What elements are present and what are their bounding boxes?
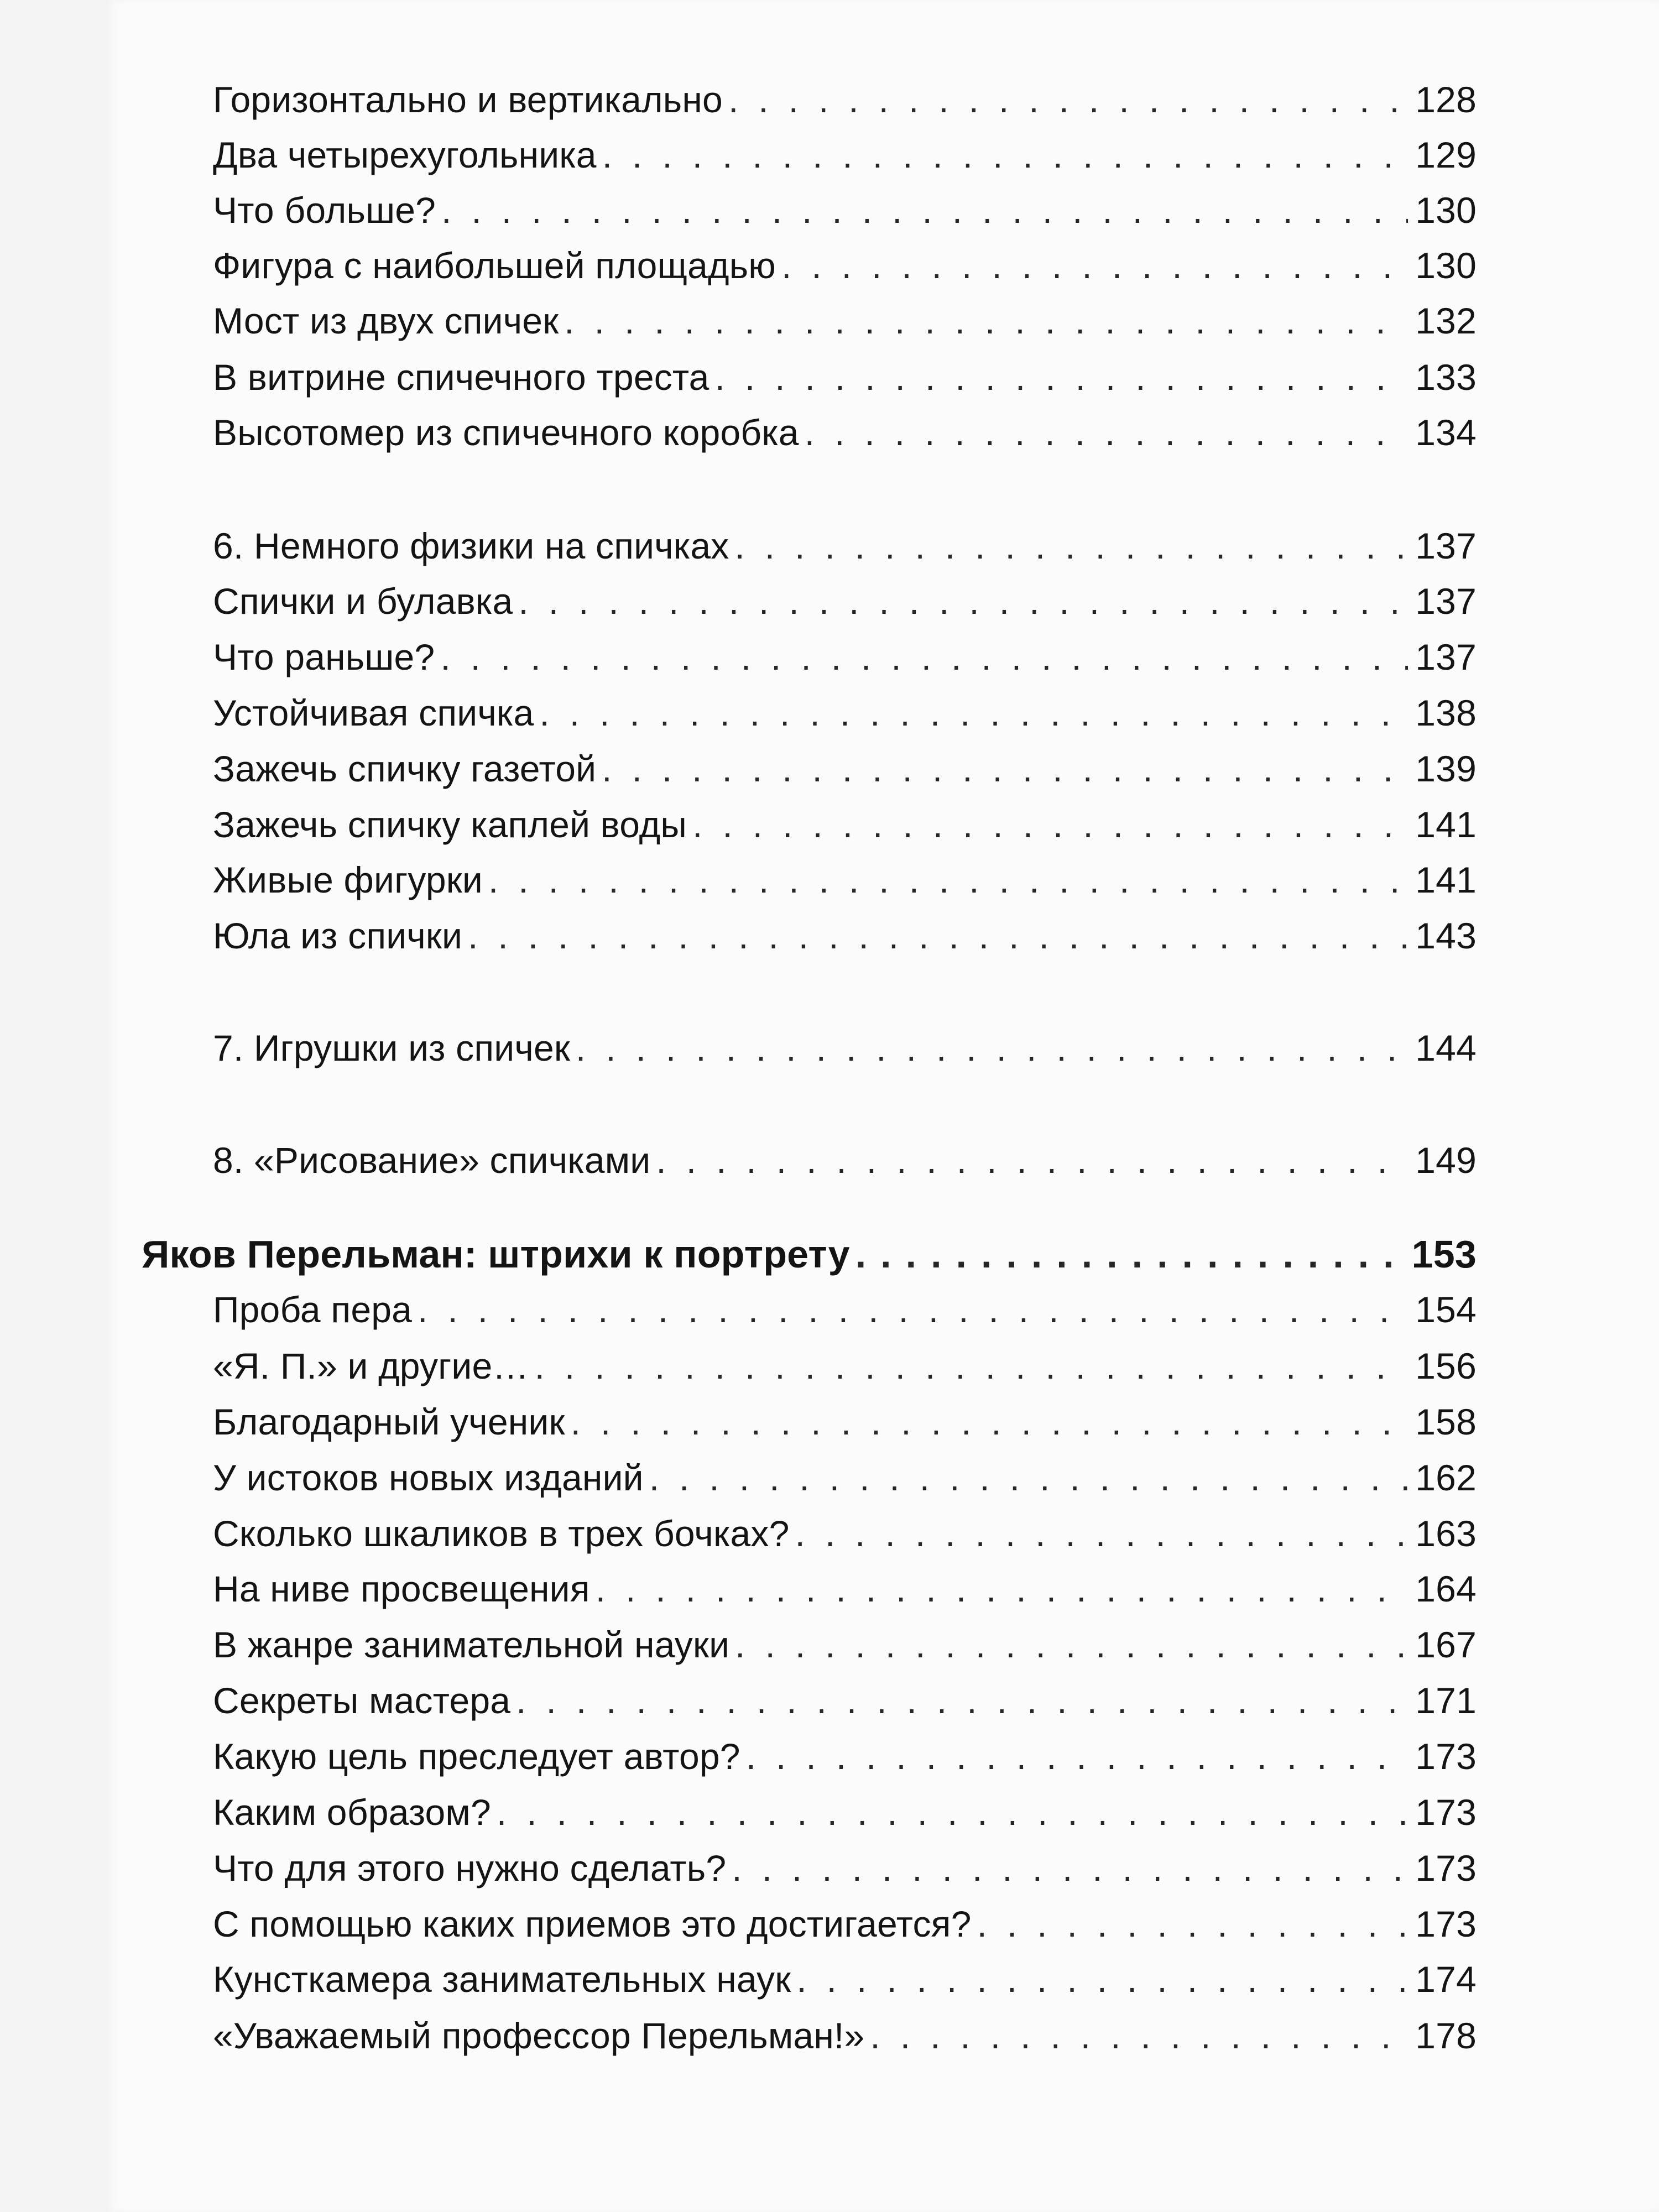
toc-entry-title: 6. Немного физики на спичках bbox=[213, 525, 729, 566]
toc-leader-dots bbox=[781, 238, 1408, 293]
toc-entry bbox=[213, 1282, 1477, 1337]
toc-entry-title: С помощью каких приемов это достигается? bbox=[213, 1903, 972, 1944]
toc-entry-page: 141 bbox=[1415, 859, 1477, 900]
toc-entry bbox=[213, 72, 1477, 127]
toc-leader-dots bbox=[497, 1785, 1408, 1840]
toc-entry-title: Каким образом? bbox=[213, 1792, 491, 1833]
toc-entry bbox=[213, 1896, 1477, 1952]
toc-entry bbox=[213, 1394, 1477, 1449]
toc-leader-dots bbox=[734, 518, 1408, 573]
toc-entry bbox=[213, 629, 1477, 685]
toc-leader-dots bbox=[596, 1561, 1408, 1616]
toc-entry-title: Фигура с наибольшей площадью bbox=[213, 245, 776, 286]
toc-entry-title: Юла из спички bbox=[213, 915, 463, 956]
toc-entry-page: 139 bbox=[1415, 748, 1477, 789]
toc-entry-title: Что раньше? bbox=[213, 637, 435, 677]
toc-entry-page: 130 bbox=[1415, 190, 1477, 231]
toc-leader-dots bbox=[805, 405, 1408, 460]
toc-entry bbox=[213, 1729, 1477, 1784]
toc-entry-page: 137 bbox=[1415, 637, 1477, 677]
toc-leader-dots bbox=[855, 1227, 1408, 1282]
toc-leader-dots bbox=[656, 1133, 1408, 1188]
toc-entry-page: 153 bbox=[1411, 1233, 1477, 1276]
toc-leader-dots bbox=[441, 182, 1408, 238]
toc-entry bbox=[213, 1617, 1477, 1672]
toc-leader-dots bbox=[564, 293, 1408, 348]
toc-leader-dots bbox=[602, 741, 1408, 796]
toc-leader-dots bbox=[602, 127, 1408, 182]
toc-entry-title: Проба пера bbox=[213, 1289, 413, 1330]
toc-entry-title: Спички и булавка bbox=[213, 581, 513, 622]
toc-leader-dots bbox=[746, 1729, 1408, 1784]
toc-leader-dots bbox=[735, 1617, 1408, 1672]
toc-entry-page: 174 bbox=[1415, 1959, 1477, 2000]
toc-entry bbox=[213, 1673, 1477, 1728]
toc-leader-dots bbox=[539, 685, 1408, 740]
toc-entry-page: 137 bbox=[1415, 581, 1477, 622]
toc-entry-page: 138 bbox=[1415, 692, 1477, 733]
toc-leader-dots bbox=[518, 573, 1408, 629]
toc-entry-title: Зажечь спичку газетой bbox=[213, 748, 597, 789]
toc-leader-dots bbox=[576, 1020, 1408, 1076]
toc-leader-dots bbox=[732, 1840, 1408, 1896]
toc-entry-title: «Уважаемый профессор Перельман!» bbox=[213, 2015, 865, 2056]
toc-entry-title: Горизонтально и вертикально bbox=[213, 79, 723, 120]
toc-entry-title: Мост из двух спичек bbox=[213, 300, 559, 341]
toc-entry-title: В витрине спичечного треста bbox=[213, 357, 709, 398]
toc-chapter-entry bbox=[213, 1133, 1477, 1188]
toc-entry-page: 178 bbox=[1415, 2015, 1477, 2056]
toc-entry-page: 129 bbox=[1415, 134, 1477, 175]
toc-entry-title: «Я. П.» и другие… bbox=[213, 1345, 529, 1386]
toc-leader-dots bbox=[649, 1450, 1408, 1505]
toc-leader-dots bbox=[795, 1506, 1408, 1561]
toc-leader-dots bbox=[535, 1338, 1408, 1394]
toc-entry-page: 158 bbox=[1415, 1401, 1477, 1442]
toc-entry bbox=[213, 2008, 1477, 2063]
toc-entry bbox=[213, 1338, 1477, 1394]
toc-leader-dots bbox=[715, 349, 1408, 405]
toc-leader-dots bbox=[796, 1952, 1408, 2007]
toc-entry bbox=[213, 741, 1477, 796]
toc-entry-page: 173 bbox=[1415, 1792, 1477, 1833]
toc-entry-title: У истоков новых изданий bbox=[213, 1457, 644, 1498]
toc-entry-page: 164 bbox=[1415, 1568, 1477, 1609]
toc-entry bbox=[213, 797, 1477, 852]
toc-entry bbox=[213, 1561, 1477, 1616]
toc-leader-dots bbox=[516, 1673, 1408, 1728]
toc-entry-title: Сколько шкаликов в трех бочках? bbox=[213, 1513, 790, 1554]
toc-entry bbox=[213, 293, 1477, 348]
toc-entry-page: 154 bbox=[1415, 1289, 1477, 1330]
toc-entry bbox=[213, 852, 1477, 907]
toc-entry-page: 173 bbox=[1415, 1848, 1477, 1888]
toc-entry bbox=[213, 127, 1477, 182]
toc-entry bbox=[213, 1506, 1477, 1561]
toc-entry-page: 132 bbox=[1415, 300, 1477, 341]
toc-entry bbox=[213, 908, 1477, 963]
toc-entry-page: 171 bbox=[1415, 1680, 1477, 1721]
toc-entry bbox=[213, 573, 1477, 629]
toc-leader-dots bbox=[728, 72, 1408, 127]
toc-section-title: Яков Перельман: штрихи к портрету bbox=[142, 1233, 850, 1276]
toc-entry-title: Живые фигурки bbox=[213, 859, 483, 900]
toc-entry-title: В жанре занимательной науки bbox=[213, 1624, 730, 1665]
toc-leader-dots bbox=[468, 908, 1408, 963]
toc-entry-page: 141 bbox=[1415, 804, 1477, 845]
toc-entry bbox=[213, 1450, 1477, 1505]
toc-entry bbox=[213, 1785, 1477, 1840]
toc-entry-page: 134 bbox=[1415, 412, 1477, 453]
toc-entry-page: 156 bbox=[1415, 1345, 1477, 1386]
toc-section-entry bbox=[142, 1227, 1477, 1282]
toc-entry-page: 130 bbox=[1415, 245, 1477, 286]
toc-entry-title: Два четырехугольника bbox=[213, 134, 597, 175]
toc-leader-dots bbox=[418, 1282, 1408, 1337]
toc-leader-dots bbox=[571, 1394, 1408, 1449]
toc-entry-page: 137 bbox=[1415, 525, 1477, 566]
toc-entry-title: На ниве просвещения bbox=[213, 1568, 590, 1609]
toc-entry-page: 162 bbox=[1415, 1457, 1477, 1498]
toc-chapter-entry bbox=[213, 518, 1477, 573]
toc-entry-page: 173 bbox=[1415, 1736, 1477, 1777]
toc-entry-title: 7. Игрушки из спичек bbox=[213, 1027, 570, 1068]
toc-leader-dots bbox=[488, 852, 1408, 907]
toc-entry-title: Что больше? bbox=[213, 190, 436, 231]
toc-entry bbox=[213, 1952, 1477, 2007]
toc-leader-dots bbox=[977, 1896, 1408, 1952]
toc-entry-title: Устойчивая спичка bbox=[213, 692, 534, 733]
toc-entry-title: Секреты мастера bbox=[213, 1680, 511, 1721]
toc-entry bbox=[213, 685, 1477, 740]
toc-entry bbox=[213, 182, 1477, 238]
toc-entry-page: 144 bbox=[1415, 1027, 1477, 1068]
toc-entry-page: 149 bbox=[1415, 1140, 1477, 1181]
toc-entry-title: Что для этого нужно сделать? bbox=[213, 1848, 727, 1888]
toc-entry-title: Зажечь спичку каплей воды bbox=[213, 804, 687, 845]
toc-entry-title: Благодарный ученик bbox=[213, 1401, 565, 1442]
toc-entry-page: 143 bbox=[1415, 915, 1477, 956]
toc-entry-title: Какую цель преследует автор? bbox=[213, 1736, 740, 1777]
toc-leader-dots bbox=[440, 629, 1408, 685]
toc-entry-page: 173 bbox=[1415, 1903, 1477, 1944]
toc-entry bbox=[213, 1840, 1477, 1896]
toc-entry-page: 133 bbox=[1415, 357, 1477, 398]
toc-leader-dots bbox=[870, 2008, 1408, 2063]
toc-entry bbox=[213, 238, 1477, 293]
toc-entry bbox=[213, 349, 1477, 405]
toc-entry-page: 128 bbox=[1415, 79, 1477, 120]
toc-entry-page: 167 bbox=[1415, 1624, 1477, 1665]
toc-chapter-entry bbox=[213, 1020, 1477, 1076]
toc-leader-dots bbox=[692, 797, 1408, 852]
toc-entry-title: Высотомер из спичечного коробка bbox=[213, 412, 799, 453]
toc-entry-title: 8. «Рисование» спичками bbox=[213, 1140, 651, 1181]
toc-entry-page: 163 bbox=[1415, 1513, 1477, 1554]
toc-entry-title: Кунсткамера занимательных наук bbox=[213, 1959, 791, 2000]
toc-entry bbox=[213, 405, 1477, 460]
